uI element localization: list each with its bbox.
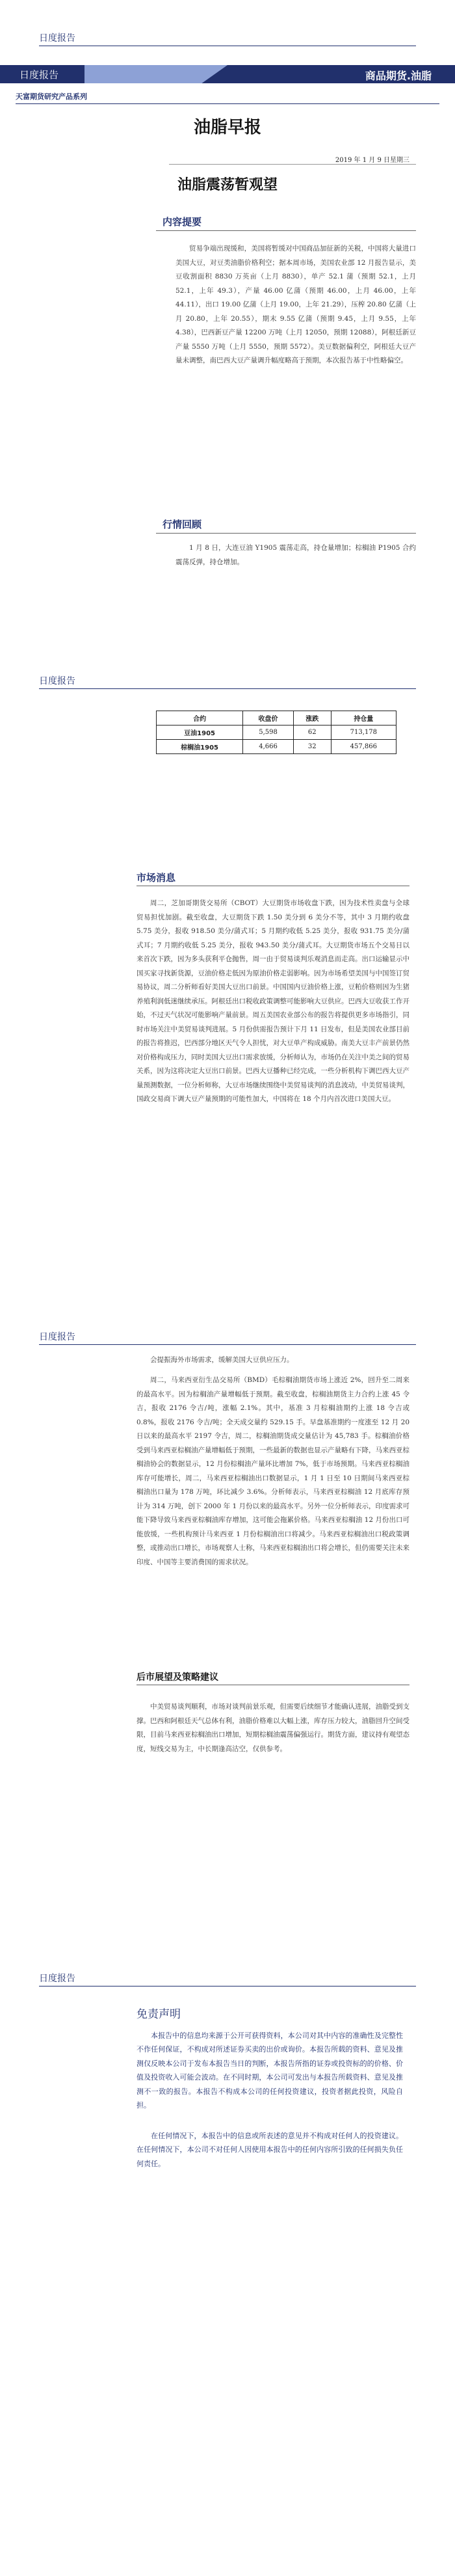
market-title-rule [156, 533, 416, 534]
market-title: 行情回顾 [162, 519, 202, 530]
page-header-rule [39, 688, 416, 689]
change-cell: 62 [293, 725, 331, 740]
change-cell: 32 [293, 740, 331, 754]
summary-text: 贸易争端出现缓和，美国将暂缓对中国商品加征新的关税，中国将大量进口美国大豆，对豆类油脂价格利空；据本周市场，美国农业部 12 月报告显示，美豆收割面积 8830 万英亩（上月 8830），单产 52.1 蒲（预期 52.1，上月 52.1，上年 49.3），产量 46.00 亿蒲（预期 46.00，上月 46.00，上年 44.11），出口 19.00 亿蒲（上月 19.00，上年 21.29），压榨 20.80 亿蒲（上月 20.80，上年 20.55），期末 9.55 亿蒲（预期 9.45，上月 9.55，上年 4.38），巴西新豆产量 12200 万吨（上月 12050，预期 12088），阿根廷新豆产量 5550 万吨（上月 5550，预期 5572）。美豆数据偏利空，阿根廷大豆产量未调整，南巴西大豆产量调升幅度略高于预期，本次报告基于中性略偏空。 [176, 245, 416, 365]
col-open-interest: 持仓量 [331, 711, 396, 725]
table-row [157, 740, 396, 754]
news-title: 市场消息 [136, 872, 176, 884]
series-name: 天富期货研究产品系列 [16, 92, 87, 101]
banner-accent [84, 65, 228, 83]
page-header-label: 日度报告 [39, 33, 75, 44]
disclaimer-text-1: 本报告中的信息均来源于公开可获得资料，本公司对其中内容的准确性及完整性不作任何保证，不构成对所述证券买卖的出价或询价。本报告所载的资料、意见及推测仅反映本公司于发布本报告当日的判断，本报告所指的证券或投资标的的价格、价值及投资收入可能会波动。在不同时期，本公司可发出与本报告所载资料、意见及推测不一致的报告。本报告不构成本公司的任何投资建议，投资者据此投资，风险自担。 [136, 2031, 403, 2110]
page-header-label: 日度报告 [39, 676, 75, 686]
close-cell: 4,666 [243, 740, 294, 754]
date-rule [169, 164, 416, 165]
disclaimer-text-2: 在任何情况下，本报告中的信息或所表述的意见并不构成对任何人的投资建议。在任何情况下，本公司不对任何人因使用本报告中的任何内容所引致的任何损失负任何责任。 [136, 2132, 403, 2168]
quotes-header-row [157, 711, 396, 725]
page-header-label: 日度报告 [39, 1332, 75, 1342]
contract-cell: 豆油1905 [157, 725, 243, 740]
open-interest-cell: 713,178 [331, 725, 396, 740]
banner-category: 商品期货.油脂 [365, 70, 432, 82]
disclaimer-title: 免责声明 [136, 2008, 181, 2021]
col-contract: 合约 [157, 711, 243, 725]
summary-title-rule [156, 230, 416, 231]
col-close: 收盘价 [243, 711, 294, 725]
contract-cell: 棕榈油1905 [157, 740, 243, 754]
close-cell: 5,598 [243, 725, 294, 740]
summary-title: 内容提要 [162, 216, 202, 228]
news-text-2: 会提振海外市场需求，缓解美国大豆供应压力。 [150, 1356, 294, 1364]
report-title: 油脂早报 [193, 118, 261, 137]
report-date: 2019 年 1 月 9 日星期三 [335, 157, 410, 164]
open-interest-cell: 457,866 [331, 740, 396, 754]
main-heading: 油脂震荡暂观望 [177, 177, 278, 193]
news-text-3: 周二，马来西亚衍生品交易所（BMD）毛棕榈油期货市场上涨近 2%，回升至二周来的最高水平。因为棕榈油产量增幅低于预期。截至收盘，棕榈油期货主力合约上涨 45 令吉，报收 2176 令吉/吨，涨幅 2.1%。其中，基准 3 月棕榈油期约上涨 18 令吉或 0.8%，报收 2176 令吉/吨；全天成交量约 529.15 手。早盘基准期约一度涨至 12 月 20 日以来的最高水平 2197 令吉，周二，棕榈油期货成交量估计为 45,783 手。棕榈油价格受到马来西亚棕榈油产量增幅低于预期，一些最新的数据也显示产量略有下降，马来西亚棕榈油协会的数据显示，12 月份棕榈油产量环比增加 7%，低于市场预期。马来西亚棕榈油库存可能增长，周二，马来西亚棕榈油出口数据显示，1 月 1 日至 10 日期间马来西亚棕榈油出口量为 178 万吨，环比减少 3.6%。分析师表示，马来西亚棕榈油 12 月底库存预计为 314 万吨，创下 2000 年 1 月份以来的最高水平。另外一位分析师表示，印度需求可能下降导致马来西亚棕榈油库存增加，这可能会拖累价格。马来西亚棕榈油 12 月份出口可能放缓，一些机构预计马来西亚 1 月份棕榈油出口将减少。马来西亚棕榈油出口税政策调整，或推动出口增长，市场观察人士称，马来西亚棕榈油出口将会增长，但仍需要关注未来印度、中国等主要消费国的需求状况。 [136, 1376, 410, 1566]
page-header-rule [39, 1344, 416, 1345]
table-row [157, 725, 396, 740]
market-text: 1 月 8 日，大连豆油 Y1905 震荡走高，持仓量增加；棕榈油 P1905 合约震荡反弹，持仓增加。 [176, 544, 416, 566]
strategy-title: 后市展望及策略建议 [136, 1672, 218, 1683]
banner-left-label: 日度报告 [20, 69, 59, 81]
report-banner [0, 65, 455, 83]
news-text-1: 周二，芝加哥期货交易所（CBOT）大豆期货市场收盘下跌，因为技术性卖盘与全球贸易担忧加剧。截至收盘，大豆期货下跌 1.50 美分到 6 美分不等，其中 3 月期约收盘 5.75 美分，报收 918.50 美分/蒲式耳；5 月期约收低 5.25 美分，报收 931.75 美分/蒲式耳；7 月期约收低 5.25 美分，报收 943.50 美分/蒲式耳。大豆期货市场五个交易日以来首次下跌，因为多头获利平仓抛售，周一由于贸易谈判乐观消息而走高。出口运输显示中国买家寻找新货源，豆油价格走低因为原油价格走弱影响。因为市场希望美国与中国签订贸易协议，周二分析师看好美国大豆出口前景。中国国内豆油价格上涨，豆粕价格则因为生猪养殖利润低迷继续承压。阿根廷出口税收政策调整可能影响大豆供应。巴西大豆收获工作开始，不过天气状况可能影响产量前景。周五美国农业部公布的报告将提供更多市场指引，同时市场关注中美贸易谈判进展。5 月份供需报告预计下月 11 日发布，但是美国农业部目前的报告将推迟，巴西部分地区天气令人担忧，对大豆单产构成威胁。南美大豆丰产前景仍然对价格构成压力，同时美国大豆出口需求放缓，分析师认为，市场仍在关注中美之间的贸易关系，因为这将决定大豆出口前景。巴西大豆播种已经完成，一些分析机构下调巴西大豆产量预测数据，一位分析师称，大豆市场继续围绕中美贸易谈判的消息波动，中美贸易谈判，国政交易商下调大豆产量预期的可能性加大，中国将在 18 个月内首次进口美国大豆。 [136, 899, 410, 1104]
page-header-label: 日度报告 [39, 1973, 75, 1984]
quotes-table [156, 711, 396, 754]
series-rule [16, 103, 439, 104]
strategy-text: 中美贸易谈判顺利，市场对谈判前景乐观，但需要后续细节才能确认进展，油脂受到支撑。巴西和阿根廷天气总体有利，油脂价格难以大幅上涨，库存压力较大，油脂回升空间受限，目前马来西亚棕榈油出口增加，短期棕榈油震荡偏强运行。期货方面，建议持有观望态度，短线交易为主，中长期逢高沽空，仅供参考。 [136, 1703, 410, 1753]
col-change: 涨跌 [293, 711, 331, 725]
